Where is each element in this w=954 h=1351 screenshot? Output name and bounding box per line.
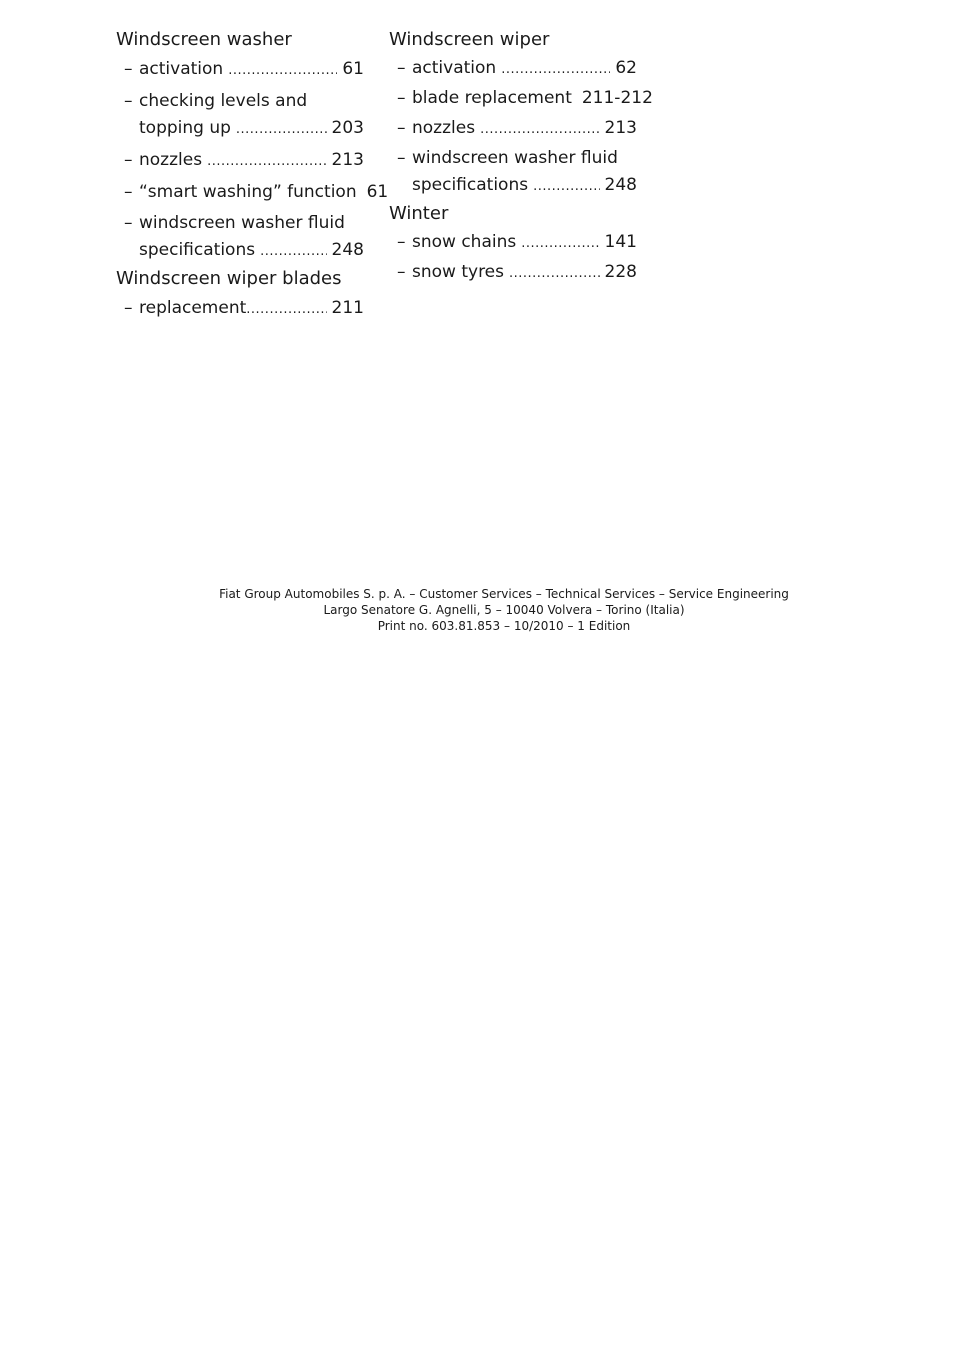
entry-page: 61 — [366, 182, 389, 202]
entry-label: blade replacement — [412, 88, 572, 108]
entry-label-line-2: specifications — [139, 240, 256, 260]
entry-label-line-2: topping up — [139, 118, 231, 138]
dot-leader — [480, 116, 599, 143]
entry-label: activation — [139, 59, 224, 79]
entry-page: 211-212 — [581, 88, 653, 108]
entry-page: 248 — [604, 175, 637, 195]
dot-leader — [228, 57, 337, 84]
entry-dash: – — [397, 88, 406, 108]
entry-label-line-1: windscreen washer fluid — [412, 148, 618, 168]
index-entry-winter-snow-chains — [389, 229, 637, 257]
dot-leader — [207, 148, 326, 175]
index-heading-windscreen-washer: Windscreen washer — [116, 29, 292, 50]
index-heading-windscreen-wiper-blades: Windscreen wiper blades — [116, 268, 342, 289]
index-entry-blades-replacement — [116, 295, 364, 323]
dot-leader — [260, 238, 326, 265]
index-heading-windscreen-wiper: Windscreen wiper — [389, 29, 550, 50]
entry-label: “smart washing” function — [139, 182, 357, 202]
entry-page: 141 — [604, 232, 637, 252]
entry-label: nozzles — [139, 150, 203, 170]
entry-label: nozzles — [412, 118, 476, 138]
dot-leader — [246, 296, 326, 323]
entry-page: 213 — [331, 150, 364, 170]
index-entry-wiper-fluid-specs — [389, 145, 637, 200]
entry-label-line-1: windscreen washer fluid — [139, 213, 345, 233]
entry-label: replacement — [139, 298, 247, 318]
entry-page: 203 — [331, 118, 364, 138]
entry-page: 213 — [604, 118, 637, 138]
entry-dash: – — [124, 91, 133, 111]
index-entry-washer-activation — [116, 56, 364, 84]
index-entry-wiper-blade-replacement — [389, 85, 653, 113]
index-entry-washer-smart-washing — [116, 179, 389, 206]
entry-dash: – — [397, 262, 406, 282]
index-column-right — [389, 26, 653, 287]
entry-dash: – — [397, 118, 406, 138]
index-entry-washer-nozzles — [116, 147, 364, 175]
index-entry-wiper-activation — [389, 55, 637, 83]
entry-page: 62 — [615, 58, 637, 78]
footer-line-print: Print no. 603.81.853 – 10/2010 – 1 Edition — [377, 619, 631, 633]
index-entry-winter-snow-tyres — [389, 259, 637, 287]
publisher-footer — [0, 586, 954, 634]
entry-dash: – — [124, 182, 133, 202]
dot-leader — [501, 56, 610, 83]
entry-dash: – — [124, 298, 133, 318]
footer-line-company: Fiat Group Automobiles S. p. A. – Customer Services – Technical Services – Service Engineering — [219, 587, 789, 601]
footer-line-address: Largo Senatore G. Agnelli, 5 – 10040 Volvera – Torino (Italia) — [323, 603, 685, 617]
index-entry-washer-fluid-specs — [116, 210, 364, 265]
index-column-left — [116, 26, 389, 323]
entry-dash: – — [124, 150, 133, 170]
entry-page: 211 — [331, 298, 364, 318]
index-entry-wiper-nozzles — [389, 115, 637, 143]
entry-label: snow chains — [412, 232, 517, 252]
entry-page: 248 — [331, 240, 364, 260]
entry-label-line-1: checking levels and — [139, 91, 308, 111]
dot-leader — [521, 230, 599, 257]
dot-leader — [509, 260, 600, 287]
entry-dash: – — [397, 148, 406, 168]
entry-dash: – — [397, 232, 406, 252]
entry-label-line-2: specifications — [412, 175, 529, 195]
dot-leader — [533, 173, 599, 200]
entry-label: snow tyres — [412, 262, 504, 282]
index-entry-washer-checking-levels — [116, 88, 364, 143]
index-heading-winter: Winter — [389, 203, 449, 224]
entry-dash: – — [124, 59, 133, 79]
entry-page: 61 — [342, 59, 364, 79]
entry-dash: – — [124, 213, 133, 233]
entry-dash: – — [397, 58, 406, 78]
dot-leader — [236, 116, 327, 143]
entry-label: activation — [412, 58, 497, 78]
entry-page: 228 — [604, 262, 637, 282]
